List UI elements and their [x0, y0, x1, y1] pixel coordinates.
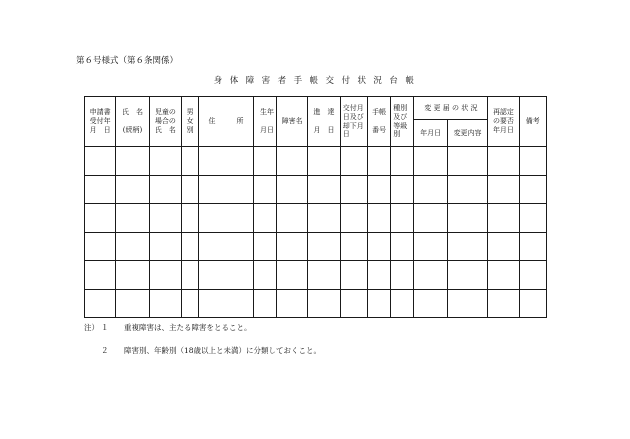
- table-cell[interactable]: [519, 147, 546, 176]
- table-cell[interactable]: [277, 175, 308, 204]
- table-cell[interactable]: [308, 204, 340, 233]
- table-row: [85, 204, 547, 233]
- table-cell[interactable]: [488, 232, 519, 261]
- table-cell[interactable]: [447, 204, 487, 233]
- table-cell[interactable]: [182, 289, 199, 318]
- header-sex: 男 女 別: [182, 97, 199, 147]
- header-remarks: 備考: [519, 97, 546, 147]
- table-cell[interactable]: [116, 204, 149, 233]
- table-cell[interactable]: [367, 289, 390, 318]
- table-cell[interactable]: [340, 175, 367, 204]
- table-cell[interactable]: [391, 175, 414, 204]
- table-cell[interactable]: [367, 175, 390, 204]
- table-cell[interactable]: [85, 147, 116, 176]
- table-cell[interactable]: [182, 175, 199, 204]
- table-cell[interactable]: [85, 261, 116, 290]
- table-cell[interactable]: [149, 289, 181, 318]
- table-cell[interactable]: [277, 204, 308, 233]
- table-cell[interactable]: [199, 261, 254, 290]
- table-cell[interactable]: [340, 147, 367, 176]
- header-issue-date: 交付月 日及び 却下月 日: [340, 97, 367, 147]
- table-cell[interactable]: [277, 261, 308, 290]
- table-cell[interactable]: [308, 261, 340, 290]
- header-transmittal-date: 進 達 月 日: [308, 97, 340, 147]
- table-cell[interactable]: [340, 261, 367, 290]
- table-cell[interactable]: [519, 232, 546, 261]
- table-cell[interactable]: [519, 175, 546, 204]
- table-cell[interactable]: [488, 289, 519, 318]
- form-number-label: 第６号様式（第６条関係）: [76, 56, 179, 66]
- table-row: [85, 261, 547, 290]
- table-cell[interactable]: [308, 289, 340, 318]
- table-cell[interactable]: [149, 175, 181, 204]
- table-cell[interactable]: [414, 204, 447, 233]
- table-row: [85, 175, 547, 204]
- table-cell[interactable]: [447, 261, 487, 290]
- table-cell[interactable]: [253, 175, 276, 204]
- table-cell[interactable]: [253, 232, 276, 261]
- table-cell[interactable]: [277, 147, 308, 176]
- table-cell[interactable]: [367, 261, 390, 290]
- table-cell[interactable]: [116, 175, 149, 204]
- table-cell[interactable]: [340, 232, 367, 261]
- table-cell[interactable]: [85, 204, 116, 233]
- table-cell[interactable]: [149, 204, 181, 233]
- table-cell[interactable]: [447, 232, 487, 261]
- table-cell[interactable]: [391, 204, 414, 233]
- table-cell[interactable]: [308, 147, 340, 176]
- table-cell[interactable]: [340, 204, 367, 233]
- table-cell[interactable]: [488, 204, 519, 233]
- table-cell[interactable]: [116, 147, 149, 176]
- table-cell[interactable]: [116, 289, 149, 318]
- table-row: [85, 147, 547, 176]
- table-cell[interactable]: [277, 289, 308, 318]
- table-cell[interactable]: [519, 204, 546, 233]
- table-cell[interactable]: [149, 147, 181, 176]
- header-recertification: 再認定 の要否 年月日: [488, 97, 519, 147]
- table-cell[interactable]: [414, 261, 447, 290]
- table-cell[interactable]: [367, 147, 390, 176]
- table-cell[interactable]: [308, 175, 340, 204]
- table-cell[interactable]: [182, 147, 199, 176]
- header-birth-date: 生年 月日: [253, 97, 276, 147]
- table-cell[interactable]: [199, 289, 254, 318]
- table-cell[interactable]: [391, 289, 414, 318]
- note-text: 障害別、年齢別（18歳以上と未満）に分類しておくこと。: [124, 346, 322, 355]
- table-cell[interactable]: [414, 289, 447, 318]
- table-cell[interactable]: [414, 147, 447, 176]
- header-handbook-number: 手帳 番号: [367, 97, 390, 147]
- table-cell[interactable]: [414, 232, 447, 261]
- header-grade: 種別 及び 等級 別: [391, 97, 414, 147]
- table-row: [85, 232, 547, 261]
- table-cell[interactable]: [182, 232, 199, 261]
- table-cell[interactable]: [182, 204, 199, 233]
- table-cell[interactable]: [85, 289, 116, 318]
- table-cell[interactable]: [367, 232, 390, 261]
- table-cell[interactable]: [182, 261, 199, 290]
- table-cell[interactable]: [488, 261, 519, 290]
- table-cell[interactable]: [253, 289, 276, 318]
- table-cell[interactable]: [391, 261, 414, 290]
- table-cell[interactable]: [340, 289, 367, 318]
- header-change-date: 年月日: [414, 120, 447, 147]
- table-cell[interactable]: [199, 204, 254, 233]
- notes-prefix: 注）: [84, 323, 99, 332]
- note-number: １: [101, 323, 109, 332]
- header-change-content: 変更内容: [447, 120, 487, 147]
- table-cell[interactable]: [277, 232, 308, 261]
- table-cell[interactable]: [199, 175, 254, 204]
- table-cell[interactable]: [391, 147, 414, 176]
- table-cell[interactable]: [199, 232, 254, 261]
- table-cell[interactable]: [391, 232, 414, 261]
- table-cell[interactable]: [253, 147, 276, 176]
- table-cell[interactable]: [519, 261, 546, 290]
- ledger-table: [84, 96, 547, 318]
- table-cell[interactable]: [85, 232, 116, 261]
- table-cell[interactable]: [488, 175, 519, 204]
- table-cell[interactable]: [253, 204, 276, 233]
- table-cell[interactable]: [253, 261, 276, 290]
- table-cell[interactable]: [149, 232, 181, 261]
- document-title: 身 体 障 害 者 手 帳 交 付 状 況 台 帳: [213, 76, 417, 86]
- table-cell[interactable]: [149, 261, 181, 290]
- ledger-body: [85, 147, 547, 318]
- table-cell[interactable]: [447, 175, 487, 204]
- header-child-name: 児童の 場合の 氏 名: [149, 97, 181, 147]
- table-cell[interactable]: [447, 289, 487, 318]
- header-name: 氏 名 (続柄): [116, 97, 149, 147]
- table-cell[interactable]: [367, 204, 390, 233]
- note-text: 重複障害は、主たる障害をとること。: [124, 323, 252, 332]
- table-cell[interactable]: [308, 232, 340, 261]
- table-row: [85, 289, 547, 318]
- table-cell[interactable]: [85, 175, 116, 204]
- table-cell[interactable]: [519, 289, 546, 318]
- table-cell[interactable]: [414, 175, 447, 204]
- table-cell[interactable]: [488, 147, 519, 176]
- header-address: 住 所: [199, 97, 254, 147]
- table-cell[interactable]: [447, 147, 487, 176]
- table-cell[interactable]: [116, 232, 149, 261]
- note-number: ２: [101, 346, 109, 355]
- table-cell[interactable]: [116, 261, 149, 290]
- header-change-notice: 変 更 届 の 状 況: [414, 97, 488, 120]
- table-cell[interactable]: [199, 147, 254, 176]
- header-disability-name: 障害名: [277, 97, 308, 147]
- header-application-date: 申請書 受付年 月 日: [85, 97, 116, 147]
